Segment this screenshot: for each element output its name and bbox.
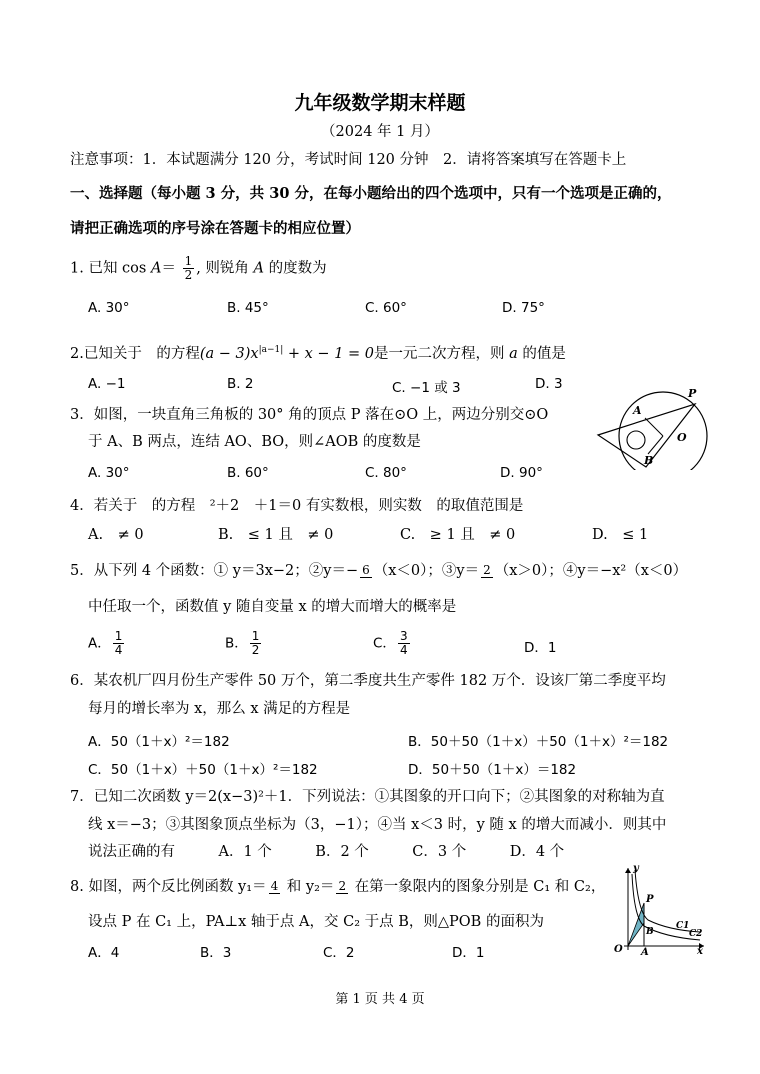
q3-option-a[interactable]: A. 30° — [88, 465, 130, 481]
q1-fraction — [183, 255, 195, 282]
q1-option-b[interactable]: B. 45° — [227, 300, 269, 316]
q2-option-d[interactable]: D. 3 — [535, 376, 563, 392]
q2-var: a — [509, 345, 518, 362]
question-5-line2: 中任取一个，函数值 y 随自变量 x 的增大而增大的概率是 — [88, 599, 457, 615]
q1-var: A — [150, 260, 162, 277]
frac-num: 2 — [338, 879, 347, 893]
frac-num: 3 — [399, 629, 408, 643]
q5-option-b[interactable] — [225, 630, 263, 657]
q8-option-c[interactable]: C．2 — [323, 945, 355, 961]
section-heading-line1: 一、选择题（每小题 3 分，共 30 分，在每小题给出的四个选项中，只有一个选项是正确的， — [70, 185, 672, 202]
label-p: P — [688, 387, 697, 400]
exam-date: （2024 年 1 月） — [321, 124, 439, 140]
q2-text: 已知关于 的方程 — [83, 345, 200, 362]
option-label: C． — [373, 635, 396, 652]
question-7-line1: 7．已知二次函数 y＝2(x−3)²＋1．下列说法：①其图象的开口向下；②其图象的对称轴为直 — [70, 789, 665, 805]
option-fraction — [398, 630, 410, 657]
q8-option-a[interactable]: A．4 — [88, 945, 120, 961]
q4-option-a[interactable]: A. ≠ 0 — [88, 527, 144, 543]
q4-option-d[interactable]: D. ≤ 1 — [592, 527, 649, 543]
frac-num: 1 — [114, 629, 123, 643]
question-number: 2. — [70, 345, 84, 362]
question-5-line1 — [70, 561, 687, 581]
q1-var-2: A — [253, 260, 265, 277]
q5-func-1-2: y＝3x−2；②y＝− — [228, 563, 359, 579]
question-6-line1: 6．某农机厂四月份生产零件 50 万个，第二季度共生产零件 182 万个．设该厂第二季度平均 — [70, 673, 666, 689]
q8-option-b[interactable]: B．3 — [200, 945, 232, 961]
q2-text-2: 是一元二次方程，则 — [374, 345, 510, 362]
q2-option-b[interactable]: B. 2 — [227, 376, 254, 392]
label-o: O — [677, 431, 687, 444]
label-a: A — [641, 947, 649, 956]
question-3-line1: 3．如图，一块直角三角板的 30° 角的顶点 P 落在⊙O 上，两边分别交⊙O — [70, 407, 549, 423]
q5-fraction-2 — [481, 564, 493, 578]
q5-text: 5．从下列 4 个函数：① — [70, 563, 229, 579]
label-c2: C2 — [689, 929, 703, 939]
q8-option-d[interactable]: D．1 — [452, 945, 485, 961]
q1-option-d[interactable]: D. 75° — [502, 300, 545, 316]
q8-fraction-2 — [336, 880, 348, 894]
q8-text: 8. 如图，两个反比例函数 y₁＝ — [70, 879, 267, 895]
curve-c1 — [635, 870, 700, 932]
q1-option-c[interactable]: C. 60° — [365, 300, 407, 316]
q2-option-a[interactable]: A. −1 — [88, 376, 126, 392]
section-heading-line2: 请把正确选项的序号涂在答题卡的相应位置） — [70, 220, 360, 237]
q2-text-3: 的值是 — [517, 345, 566, 362]
segment-bo — [648, 436, 663, 454]
question-number: 1. — [70, 260, 84, 277]
label-o: O — [614, 944, 623, 955]
q4-option-b[interactable]: B. ≤ 1 且 ≠ 0 — [218, 527, 334, 543]
page-footer: 第 1 页 共 4 页 — [335, 992, 425, 1007]
option-label: A． — [88, 635, 111, 652]
q1-text-2: , 则锐角 — [196, 260, 254, 277]
q6-option-b[interactable]: B．50＋50（1＋x）＋50（1＋x）²＝182 — [408, 734, 669, 750]
label-x: x — [697, 946, 703, 956]
y-axis-arrow — [625, 868, 631, 873]
label-c1: C1 — [676, 921, 690, 931]
label-a: A — [633, 404, 642, 417]
question-4: 4．若关于 的方程 ²＋2 ＋1＝0 有实数根，则实数 的取值范围是 — [70, 498, 524, 514]
label-y: y — [633, 863, 639, 874]
q1-text: 已知 cos — [88, 260, 151, 277]
question-7-line3: 说法正确的有 A．1 个 B．2 个 C．3 个 D．4 个 — [88, 844, 565, 860]
q1-eq: ＝ — [161, 260, 176, 277]
q6-option-d[interactable]: D．50＋50（1＋x）＝182 — [408, 762, 577, 778]
question-6-line2: 每月的增长率为 x，那么 x 满足的方程是 — [88, 701, 351, 717]
q5-option-d[interactable]: D．1 — [524, 640, 557, 656]
q6-option-c[interactable]: C．50（1＋x）＋50（1＋x）²＝182 — [88, 762, 318, 778]
q3-option-c[interactable]: C. 80° — [365, 465, 407, 481]
q2-exponent: |a−1| — [258, 345, 284, 355]
q1-text-3: 的度数为 — [264, 260, 327, 277]
label-b: B — [644, 454, 654, 467]
question-7-line2: 线 x＝−3；③其图象顶点坐标为（3，−1）；④当 x＜3 时，y 随 x 的增大而减小．则其中 — [88, 817, 667, 833]
frac-den: 4 — [114, 643, 123, 657]
q3-option-d[interactable]: D. 90° — [500, 465, 543, 481]
q8-text-2: 和 y₂＝ — [282, 879, 335, 895]
q4-option-c[interactable]: C. ≥ 1 且 ≠ 0 — [400, 527, 516, 543]
q2-formula: (a − 3)x — [199, 345, 259, 362]
q8-text-3: 在第一象限内的图象分别是 C₁ 和 C₂， — [350, 879, 606, 895]
q2-formula-2: + x − 1 = 0 — [283, 345, 375, 362]
question-8-line2: 设点 P 在 C₁ 上，PA⊥x 轴于点 A，交 C₂ 于点 B，则△POB 的面积为 — [88, 914, 544, 930]
q5-fraction-1 — [360, 564, 372, 578]
q5-option-c[interactable] — [373, 630, 412, 657]
question-8-line1 — [70, 877, 605, 897]
question-2 — [70, 340, 566, 364]
q2-option-c[interactable]: C. −1 或 3 — [392, 380, 461, 396]
frac-num: 1 — [251, 629, 260, 643]
triangle-hole — [627, 431, 645, 449]
frac-num: 6 — [362, 563, 370, 577]
option-fraction — [250, 630, 262, 657]
page-title: 九年级数学期末样题 — [294, 92, 466, 114]
q6-option-a[interactable]: A．50（1＋x）²＝182 — [88, 734, 230, 750]
frac-num: 4 — [270, 879, 279, 893]
question-3-line2: 于 A、B 两点，连结 AO、BO，则∠AOB 的度数是 — [88, 434, 421, 450]
frac-den: 4 — [399, 643, 408, 657]
q1-option-a[interactable]: A. 30° — [88, 300, 130, 316]
q3-option-b[interactable]: B. 60° — [227, 465, 269, 481]
q3-figure — [590, 385, 715, 470]
frac-num: 1 — [184, 254, 193, 268]
option-label: B． — [225, 635, 248, 652]
q5-option-a[interactable] — [88, 630, 126, 657]
q5-func-4: （x＞0）；④y＝−x²（x＜0） — [494, 563, 688, 579]
q8-fraction-1 — [269, 880, 281, 894]
segment-ao — [645, 418, 663, 436]
label-b: B — [646, 927, 654, 937]
frac-num: 2 — [483, 563, 491, 577]
frac-den: 2 — [251, 643, 260, 657]
frac-den: 2 — [184, 268, 193, 282]
option-fraction — [113, 630, 125, 657]
q8-figure — [608, 860, 708, 956]
q5-func-3: （x＜0）；③y＝ — [373, 563, 480, 579]
label-p: P — [646, 894, 654, 905]
question-1 — [70, 255, 327, 282]
notice: 注意事项：1．本试题满分 120 分，考试时间 120 分钟 2．请将答案填写在答题卡上 — [70, 152, 627, 168]
